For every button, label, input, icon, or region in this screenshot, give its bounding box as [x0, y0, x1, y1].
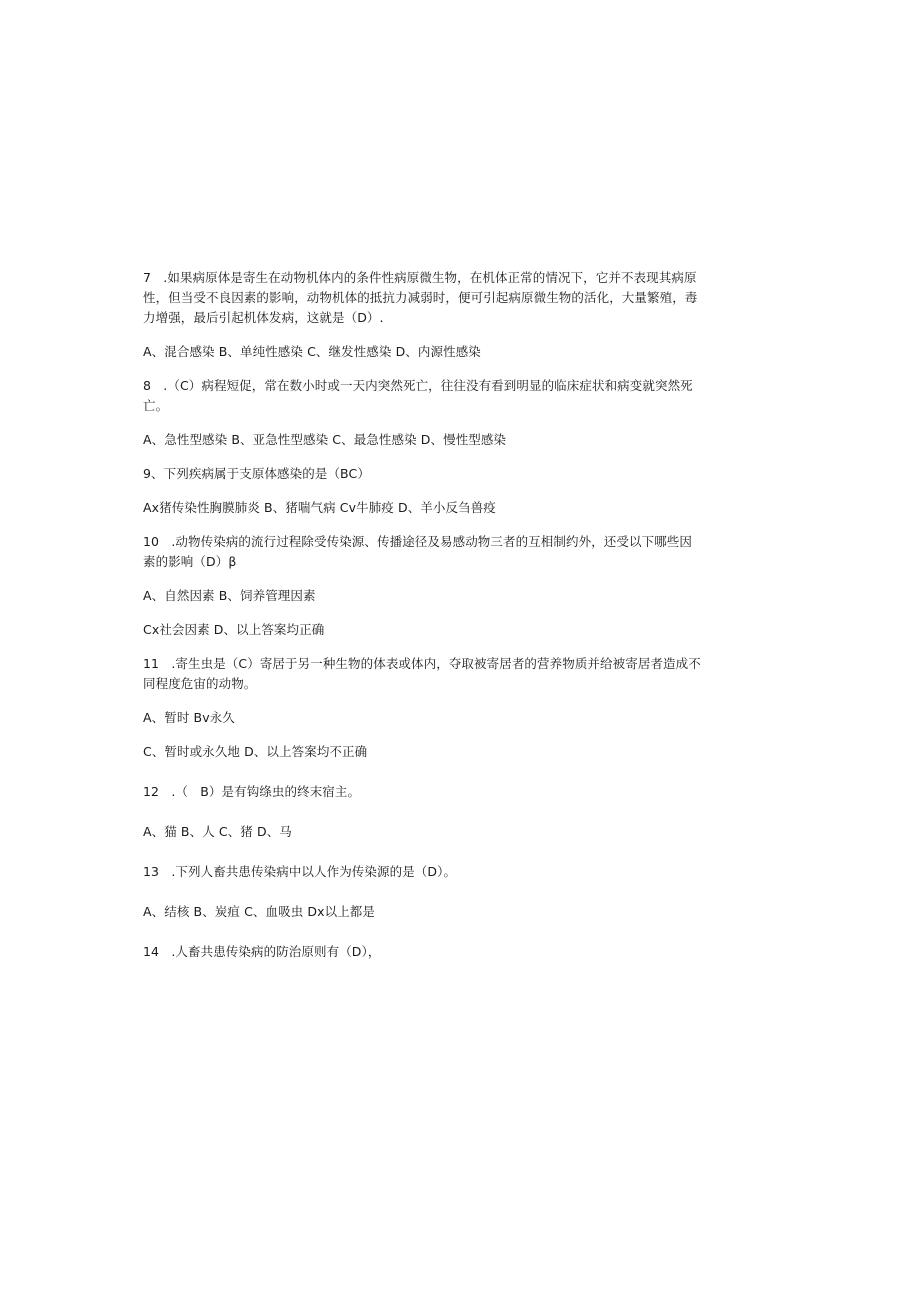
question-12: [143, 782, 703, 802]
question-text-line: 力增强，最后引起机体发病，这就是（D）.: [143, 310, 384, 325]
question-9: [143, 464, 703, 484]
answer-options: Cx社会因素 D、以上答案均正确: [143, 622, 325, 637]
answer-options: A、猫 B、人 C、猪 D、马: [143, 824, 292, 839]
question-7: [143, 268, 703, 328]
question-text-line: 9、下列疾病属于支原体感染的是（BC）: [143, 466, 370, 481]
question-text-line: 13 .下列人畜共患传染病中以人作为传染源的是（D）。: [143, 864, 457, 879]
question-8: [143, 376, 703, 416]
answer-options: A、急性型感染 B、亚急性型感染 C、最急性感染 D、慢性型感染: [143, 432, 507, 447]
question-text-line: 同程度危宙的动物。: [143, 676, 257, 691]
answer-options: Ax猪传染性胸膜肺炎 B、猪喘气病 Cv牛肺疫 D、羊小反刍兽疫: [143, 500, 496, 515]
question-text-line: 11 .寄生虫是（C）寄居于另一种生物的体表或体内，夺取被寄居者的营养物质并给被寄居者造成不: [143, 656, 701, 671]
question-text-line: 素的影响（D）β: [143, 554, 237, 569]
answer-options: A、结核 B、炭疽 C、血吸虫 Dx以上都是: [143, 904, 375, 919]
question-text-line: 14 .人畜共患传染病的防治原则有（D），: [143, 944, 381, 959]
question-text-line: 8 .（C）病程短促，常在数小时或一天内突然死亡，往往没有看到明显的临床症状和病变就突然死: [143, 378, 693, 393]
question-11: [143, 654, 703, 694]
answer-options: A、混合感染 B、单纯性感染 C、继发性感染 D、内源性感染: [143, 344, 481, 359]
question-14: [143, 942, 703, 962]
question-13: [143, 862, 703, 882]
question-text-line: 亡。: [143, 398, 169, 413]
question-text-line: 10 .动物传染病的流行过程除受传染源、传播途径及易感动物三者的互相制约外，还受以下哪些因: [143, 534, 693, 549]
answer-options: A、自然因素 B、饲养管理因素: [143, 588, 316, 603]
question-text-line: 12 .（ B）是有钩绦虫的终末宿主。: [143, 784, 361, 799]
answer-options: A、暂时 Bv永久: [143, 710, 235, 725]
question-text-line: 7 .如果病原体是寄生在动物机体内的条件性病原微生物，在机体正常的情况下，它并不表现其病原: [143, 270, 697, 285]
answer-options: C、暂时或永久地 D、以上答案均不正确: [143, 744, 368, 759]
question-text-line: 性，但当受不良因素的影响，动物机体的抵抗力减弱时，便可引起病原微生物的活化，大量繁殖，毒: [143, 290, 698, 305]
question-list: [143, 268, 703, 976]
question-10: [143, 532, 703, 572]
